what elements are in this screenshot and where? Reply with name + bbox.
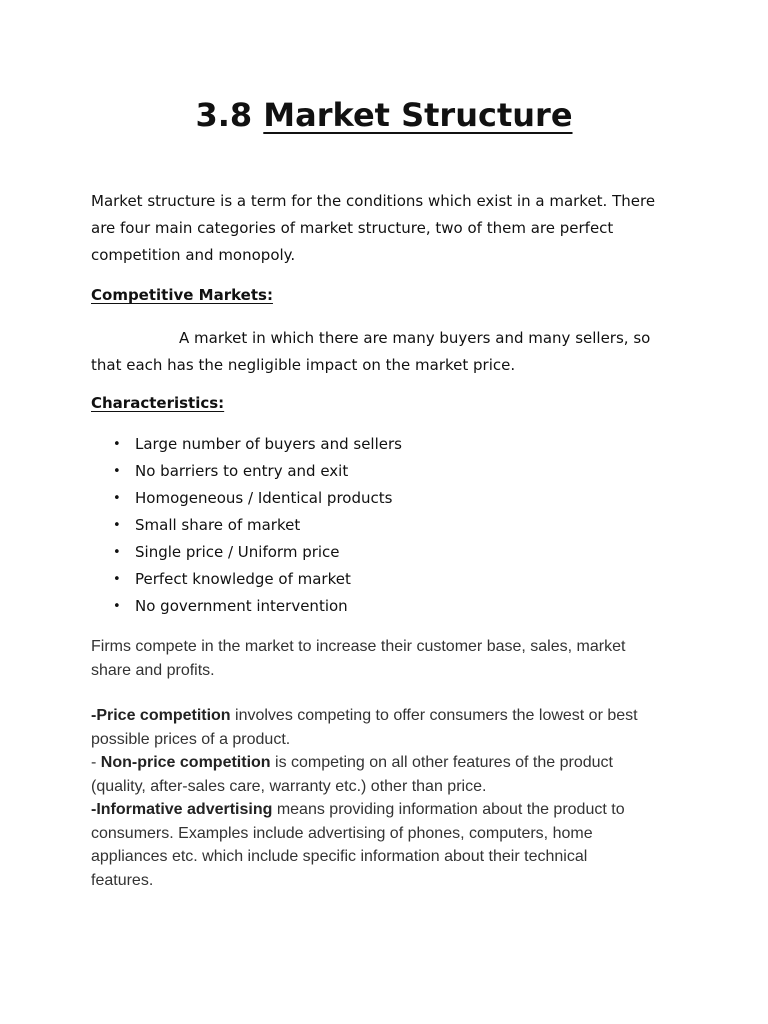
firms-line: share and profits. bbox=[91, 661, 215, 679]
competitive-markets-heading: Competitive Markets: bbox=[91, 286, 273, 304]
nonprice-competition-term: Non-price competition bbox=[100, 754, 271, 771]
intro-line: Market structure is a term for the conditions which exist in a market. There bbox=[91, 192, 656, 210]
nonprice-competition-line: - Non-price competition is competing on all other features of the product bbox=[91, 754, 613, 771]
list-item: • No barriers to entry and exit bbox=[91, 458, 402, 485]
intro-paragraph bbox=[91, 188, 691, 269]
informative-advertising-line: consumers. Examples include advertising of phones, computers, home bbox=[91, 824, 593, 842]
competitive-definition bbox=[91, 325, 691, 379]
firms-paragraph bbox=[91, 635, 711, 682]
list-item: • Small share of market bbox=[91, 512, 402, 539]
bullet-icon: • bbox=[113, 464, 121, 479]
list-item: • Single price / Uniform price bbox=[91, 539, 402, 566]
bullet-icon: • bbox=[113, 599, 121, 614]
bullet-icon: • bbox=[113, 545, 121, 560]
informative-advertising-line: -Informative advertising means providing information about the product to bbox=[91, 801, 625, 818]
list-item: • No government intervention bbox=[91, 593, 402, 620]
list-item: • Homogeneous / Identical products bbox=[91, 485, 402, 512]
characteristics-heading: Characteristics: bbox=[91, 394, 225, 412]
list-item: • Large number of buyers and sellers bbox=[91, 431, 402, 458]
price-competition-term: -Price competition bbox=[91, 707, 231, 724]
bullet-icon: • bbox=[113, 572, 121, 587]
informative-advertising-term: -Informative advertising bbox=[91, 801, 273, 818]
characteristics-list bbox=[91, 431, 402, 620]
bullet-icon: • bbox=[113, 437, 121, 452]
definition-line: that each has the negligible impact on the market price. bbox=[91, 356, 516, 374]
informative-advertising-line: appliances etc. which include specific information about their technical bbox=[91, 848, 588, 865]
firms-line: Firms compete in the market to increase their customer base, sales, market bbox=[91, 638, 626, 655]
nonprice-competition-line: (quality, after-sales care, warranty etc.) other than price. bbox=[91, 777, 487, 795]
competition-types bbox=[91, 704, 711, 892]
informative-advertising-line: features. bbox=[91, 871, 154, 889]
intro-line: are four main categories of market structure, two of them are perfect bbox=[91, 219, 614, 237]
bullet-icon: • bbox=[113, 491, 121, 506]
page-title bbox=[0, 96, 768, 134]
section-number: 3.8 bbox=[195, 96, 253, 134]
price-competition-line: -Price competition involves competing to offer consumers the lowest or best bbox=[91, 707, 638, 724]
definition-line: A market in which there are many buyers and many sellers, so bbox=[179, 329, 651, 347]
section-title: Market Structure bbox=[263, 96, 573, 134]
list-item: • Perfect knowledge of market bbox=[91, 566, 402, 593]
bullet-icon: • bbox=[113, 518, 121, 533]
price-competition-line: possible prices of a product. bbox=[91, 730, 291, 748]
intro-line: competition and monopoly. bbox=[91, 246, 296, 264]
